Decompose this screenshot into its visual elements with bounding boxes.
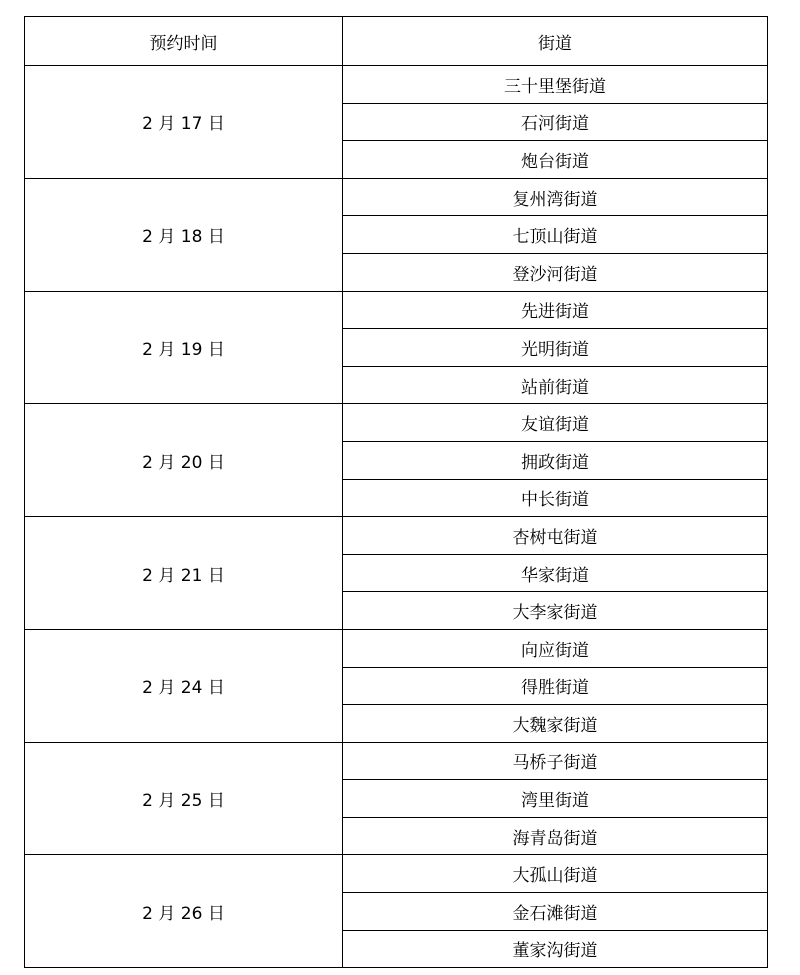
appointment-date-cell: 2 月 24 日 (25, 629, 343, 742)
street-cell: 大孤山街道 (343, 855, 768, 893)
table-row (25, 66, 768, 104)
street-cell: 炮台街道 (343, 141, 768, 179)
street-cell: 登沙河街道 (343, 253, 768, 291)
table-row (25, 404, 768, 442)
street-cell: 站前街道 (343, 366, 768, 404)
appointment-date-cell: 2 月 25 日 (25, 742, 343, 855)
appointment-date-cell: 2 月 19 日 (25, 291, 343, 404)
street-cell: 湾里街道 (343, 780, 768, 818)
appointment-date-cell: 2 月 21 日 (25, 517, 343, 630)
street-cell: 向应街道 (343, 629, 768, 667)
street-cell: 先进街道 (343, 291, 768, 329)
schedule-body (25, 66, 768, 968)
street-cell: 马桥子街道 (343, 742, 768, 780)
street-cell: 董家沟街道 (343, 930, 768, 968)
street-cell: 大李家街道 (343, 592, 768, 630)
street-cell: 光明街道 (343, 329, 768, 367)
appointment-schedule-table (24, 16, 768, 968)
street-cell: 得胜街道 (343, 667, 768, 705)
header-appointment-time: 预约时间 (25, 17, 343, 66)
street-cell: 中长街道 (343, 479, 768, 517)
street-cell: 大魏家街道 (343, 705, 768, 743)
header-row (25, 17, 768, 66)
street-cell: 石河街道 (343, 103, 768, 141)
street-cell: 拥政街道 (343, 441, 768, 479)
table-row (25, 855, 768, 893)
street-cell: 三十里堡街道 (343, 66, 768, 104)
appointment-date-cell: 2 月 18 日 (25, 178, 343, 291)
street-cell: 七顶山街道 (343, 216, 768, 254)
street-cell: 复州湾街道 (343, 178, 768, 216)
appointment-date-cell: 2 月 26 日 (25, 855, 343, 968)
table-row (25, 742, 768, 780)
header-street: 街道 (343, 17, 768, 66)
table-row (25, 629, 768, 667)
appointment-date-cell: 2 月 20 日 (25, 404, 343, 517)
street-cell: 海青岛街道 (343, 817, 768, 855)
table-row (25, 517, 768, 555)
table-row (25, 291, 768, 329)
table-row (25, 178, 768, 216)
street-cell: 华家街道 (343, 554, 768, 592)
street-cell: 金石滩街道 (343, 893, 768, 931)
appointment-date-cell: 2 月 17 日 (25, 66, 343, 179)
street-cell: 友谊街道 (343, 404, 768, 442)
street-cell: 杏树屯街道 (343, 517, 768, 555)
